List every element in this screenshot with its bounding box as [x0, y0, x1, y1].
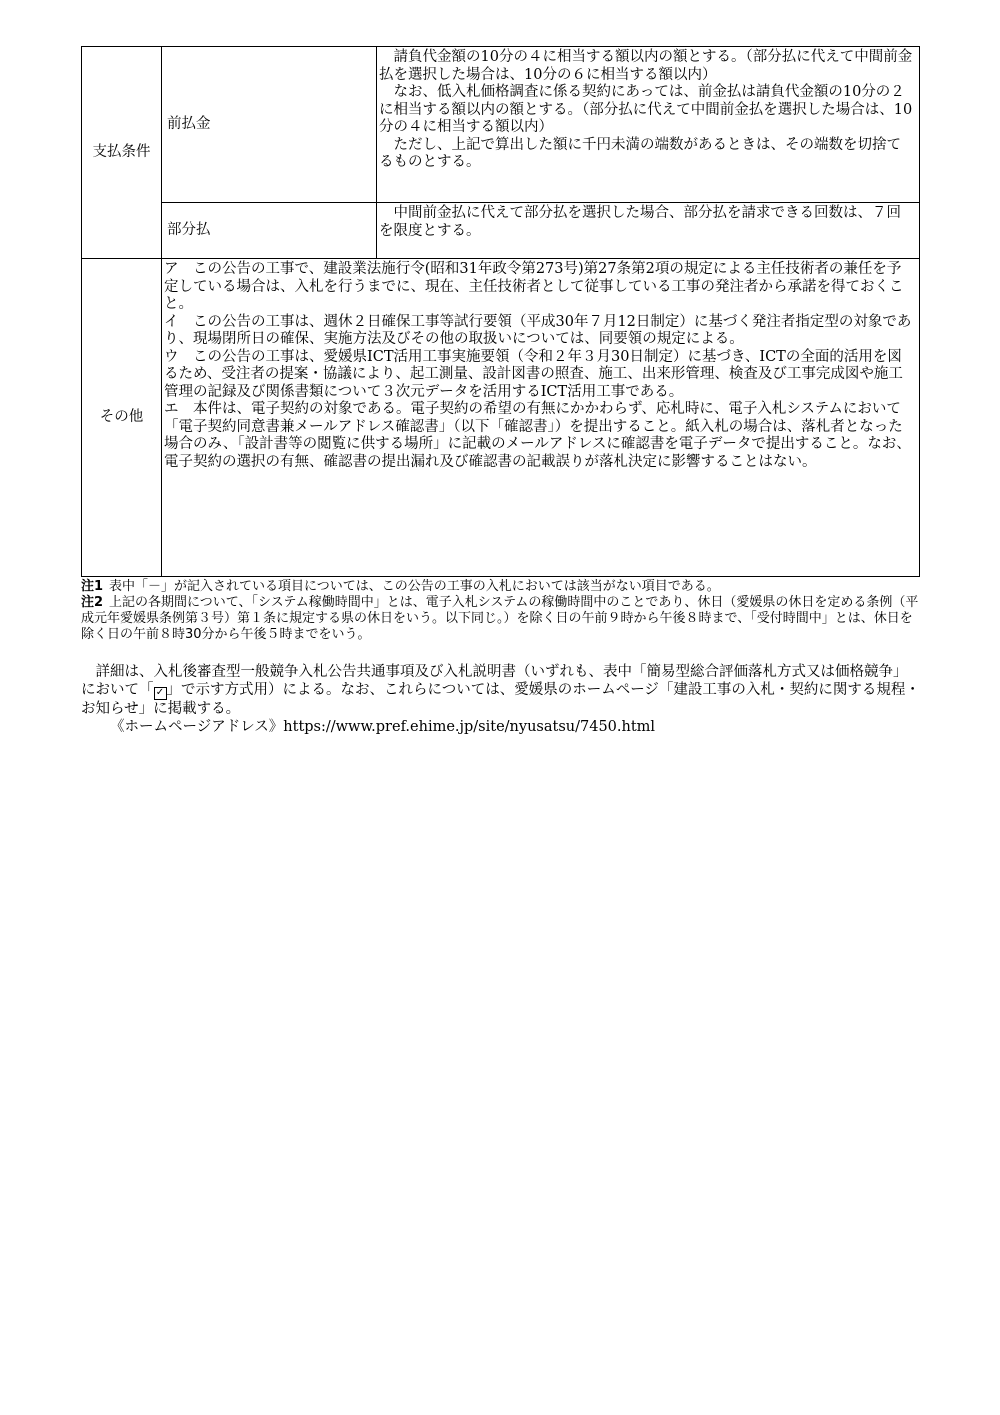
advance-payment-line: 請負代金額の10分の４に相当する額以内の額とする。（部分払に代えて中間前金払を選択した場合は、10分の６に相当する額以内）: [379, 49, 913, 83]
note-text: 上記の各期間について、「システム稼働時間中」とは、電子入札システムの稼働時間中のことであり、休日（愛媛県の休日を定める条例（平成元年愛媛県条例第３号）第１条に規定する県の休日をいう。以下同じ。）を除く日の午前９時から午後８時まで、「受付時間中」とは、休日を除く日の午前８時30分から午後５時までをいう。: [81, 595, 919, 642]
other-item: ウ この公告の工事は、愛媛県ICT活用工事実施要領（令和２年３月30日制定）に基づき、ICTの全面的活用を図るため、受注者の提案・協議により、起工測量、設計図書の照査、施工、出来形管理、検査及び工事完成図や施工管理の記録及び関係書類について３次元データを活用するICT活用工事である。: [164, 348, 903, 400]
notice-document: [81, 46, 920, 736]
checkbox-checked-icon: ✓: [154, 687, 167, 700]
details-paragraph: [81, 663, 920, 718]
details-text-before: 詳細は、入札後審査型一般競争入札公告共通事項及び入札説明書（いずれも、表中「簡易型総合評価落札方式又は価格競争」において「: [81, 664, 908, 698]
advance-payment-label: 前払金: [162, 47, 377, 203]
table-row-advance-payment: [82, 47, 920, 203]
note-item: [81, 595, 920, 643]
notes-section: [81, 579, 920, 643]
other-content: [162, 259, 920, 577]
advance-payment-line: ただし、上記で算出した額に千円未満の端数があるときは、その端数を切捨てるものとする。: [379, 136, 901, 170]
other-item: ア この公告の工事で、建設業法施行令(昭和31年政令第273号)第27条第2項の規定による主任技術者の兼任を予定している場合は、入札を行うまでに、現在、主任技術者として従事している工事の発注者から承諾を得ておくこと。: [164, 261, 904, 312]
note-text: 表中「－」が記入されている項目については、この公告の工事の入札においては該当がない項目である。: [109, 579, 720, 594]
conditions-table: [81, 46, 920, 577]
partial-payment-content: [377, 203, 920, 259]
partial-payment-label: 部分払: [162, 203, 377, 259]
advance-payment-line: なお、低入札価格調査に係る契約にあっては、前金払は請負代金額の10分の２に相当する額以内の額とする。（部分払に代えて中間前金払を選択した場合は、10分の４に相当する額以内）: [379, 84, 913, 135]
payment-conditions-header: 支払条件: [82, 47, 162, 259]
homepage-address: 《ホームページアドレス》https://www.pref.ehime.jp/site/nyusatsu/7450.html: [110, 719, 656, 735]
table-row-other: [82, 259, 920, 577]
other-item: エ 本件は、電子契約の対象である。電子契約の希望の有無にかかわらず、応札時に、電子入札システムにおいて「電子契約同意書兼メールアドレス確認書」（以下「確認書」）を提出すること。紙入札の場合は、落札者となった場合のみ、「設計書等の閲覧に供する場所」に記載のメールアドレスに確認書を電子データで提出すること。なお、電子契約の選択の有無、確認書の提出漏れ及び確認書の記載誤りが落札決定に影響することはない。: [164, 401, 911, 470]
note-label: 注1: [81, 579, 104, 594]
advance-payment-content: [377, 47, 920, 203]
details-section: [81, 663, 920, 736]
table-row-partial-payment: [82, 203, 920, 259]
other-item: イ この公告の工事は、週休２日確保工事等試行要領（平成30年７月12日制定）に基づく発注者指定型の対象であり、現場閉所日の確保、実施方法及びその他の取扱いについては、同要領の規定による。: [164, 313, 912, 347]
note-label: 注2: [81, 595, 104, 610]
details-text-after: 」で示す方式用）による。なお、これらについては、愛媛県のホームページ「建設工事の入札・契約に関する規程・お知らせ」に掲載する。: [81, 682, 920, 717]
other-header: その他: [82, 259, 162, 577]
note-item: [81, 579, 920, 595]
partial-payment-line: 中間前金払に代えて部分払を選択した場合、部分払を請求できる回数は、７回を限度とする。: [379, 205, 901, 239]
